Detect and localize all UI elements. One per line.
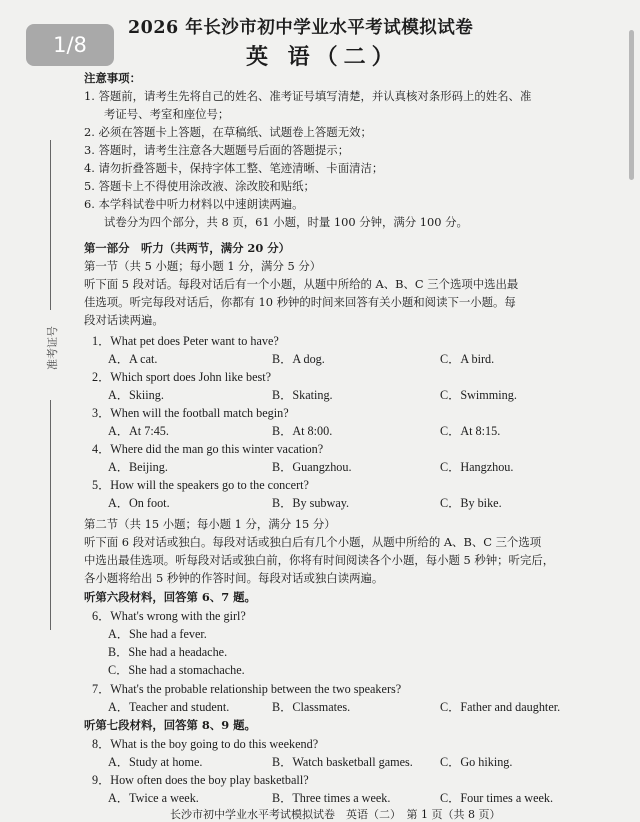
question-9: 9．How often does the boy play basketball? xyxy=(92,773,309,787)
notes-heading: 注意事项： xyxy=(84,71,141,85)
option-b: B．She had a headache. xyxy=(108,645,228,659)
option-c: C．Go hiking. xyxy=(440,755,513,769)
page-footer: 长沙市初中学业水平考试模拟试卷 英语（二） 第 1 页（共 8 页） xyxy=(170,808,501,821)
option-c: C．Four times a week. xyxy=(440,791,554,805)
binding-line-bottom xyxy=(50,400,51,630)
option-b: B．Watch basketball games. xyxy=(272,755,413,769)
option-b: B．Guangzhou. xyxy=(272,460,352,474)
section1-instructions: 听下面 5 段对话。每段对话后有一个小题，从题中所给的 A、B、C 三个选项中选出最 xyxy=(84,277,519,291)
option-a: A．At 7:45. xyxy=(108,424,169,438)
subject-title: 英 语（二） xyxy=(246,44,400,70)
binding-line-top xyxy=(50,140,51,310)
section1-title: 第一节（共 5 小题；每小题 1 分，满分 5 分） xyxy=(84,259,322,273)
note-line: 3. 答题时，请考生注意各大题题号后面的答题提示； xyxy=(84,143,350,157)
exam-title: 2026 年长沙市初中学业水平考试模拟试卷 xyxy=(128,18,474,38)
note-line: 试卷分为四个部分，共 8 页，61 小题，时量 100 分钟，满分 100 分。 xyxy=(104,215,468,229)
section2-instructions: 听下面 6 段对话或独白。每段对话或独白后有几个小题，从题中所给的 A、B、C 三个选项 xyxy=(84,535,542,549)
section1-instructions: 佳选项。听完每段对话后，你都有 10 秒钟的时间来回答有关小题和阅读下一小题。每 xyxy=(84,295,516,309)
option-b: B．Skating. xyxy=(272,388,333,402)
option-a: A．She had a fever. xyxy=(108,627,207,641)
note-line: 1. 答题前，请考生先将自己的姓名、准考证号填写清楚，并认真核对条形码上的姓名、准 xyxy=(84,89,532,103)
margin-label: 准考证号 xyxy=(46,326,59,370)
option-b: B．At 8:00. xyxy=(272,424,333,438)
section2-instructions: 各小题将给出 5 秒钟的作答时间。每段对话或独白读两遍。 xyxy=(84,571,384,585)
question-5: 5．How will the speakers go to the concert? xyxy=(92,478,309,492)
option-c: C．At 8:15. xyxy=(440,424,501,438)
material-6-heading: 听第六段材料，回答第 6、7 题。 xyxy=(84,590,256,604)
section1-instructions: 段对话读两遍。 xyxy=(84,313,164,327)
note-line: 4. 请勿折叠答题卡，保持字体工整、笔迹清晰、卡面清洁； xyxy=(84,161,384,175)
part1-title: 第一部分 听力（共两节，满分 20 分） xyxy=(84,241,291,255)
option-a: A．Skiing. xyxy=(108,388,164,402)
material-7-heading: 听第七段材料，回答第 8、9 题。 xyxy=(84,718,256,732)
option-c: C．Hangzhou. xyxy=(440,460,514,474)
note-line: 考证号、考室和座位号； xyxy=(104,107,230,121)
option-c: C．She had a stomachache. xyxy=(108,663,245,677)
option-a: A．Study at home. xyxy=(108,755,203,769)
option-a: A．Beijing. xyxy=(108,460,168,474)
question-2: 2．Which sport does John like best? xyxy=(92,370,272,384)
option-a: A．A cat. xyxy=(108,352,158,366)
option-b: B．A dog. xyxy=(272,352,325,366)
option-a: A．Teacher and student. xyxy=(108,700,230,714)
option-a: A．On foot. xyxy=(108,496,170,510)
note-line: 5. 答题卡上不得使用涂改液、涂改胶和贴纸； xyxy=(84,179,315,193)
option-c: C．By bike. xyxy=(440,496,502,510)
option-b: B．Classmates. xyxy=(272,700,351,714)
question-3: 3．When will the football match begin? xyxy=(92,406,289,420)
question-4: 4．Where did the man go this winter vacation? xyxy=(92,442,324,456)
page-indicator-badge: 1/8 xyxy=(26,24,114,66)
scrollbar[interactable] xyxy=(629,30,634,180)
section2-title: 第二节（共 15 小题；每小题 1 分，满分 15 分） xyxy=(84,517,336,531)
note-line: 2. 必须在答题卡上答题，在草稿纸、试题卷上答题无效； xyxy=(84,125,372,139)
question-1: 1．What pet does Peter want to have? xyxy=(92,334,279,348)
question-6: 6．What's wrong with the girl? xyxy=(92,609,246,623)
question-7: 7．What's the probable relationship between the two speakers? xyxy=(92,682,402,696)
option-c: C．A bird. xyxy=(440,352,495,366)
option-c: C．Father and daughter. xyxy=(440,700,561,714)
option-a: A．Twice a week. xyxy=(108,791,199,805)
option-b: B．Three times a week. xyxy=(272,791,391,805)
option-b: B．By subway. xyxy=(272,496,350,510)
section2-instructions: 中选出最佳选项。听每段对话或独白前，你将有时间阅读各个小题，每小题 5 秒钟；听完后， xyxy=(84,553,555,567)
note-line: 6. 本学科试卷中听力材料以中速朗读两遍。 xyxy=(84,197,304,211)
question-8: 8．What is the boy going to do this weekend? xyxy=(92,737,319,751)
option-c: C．Swimming. xyxy=(440,388,517,402)
